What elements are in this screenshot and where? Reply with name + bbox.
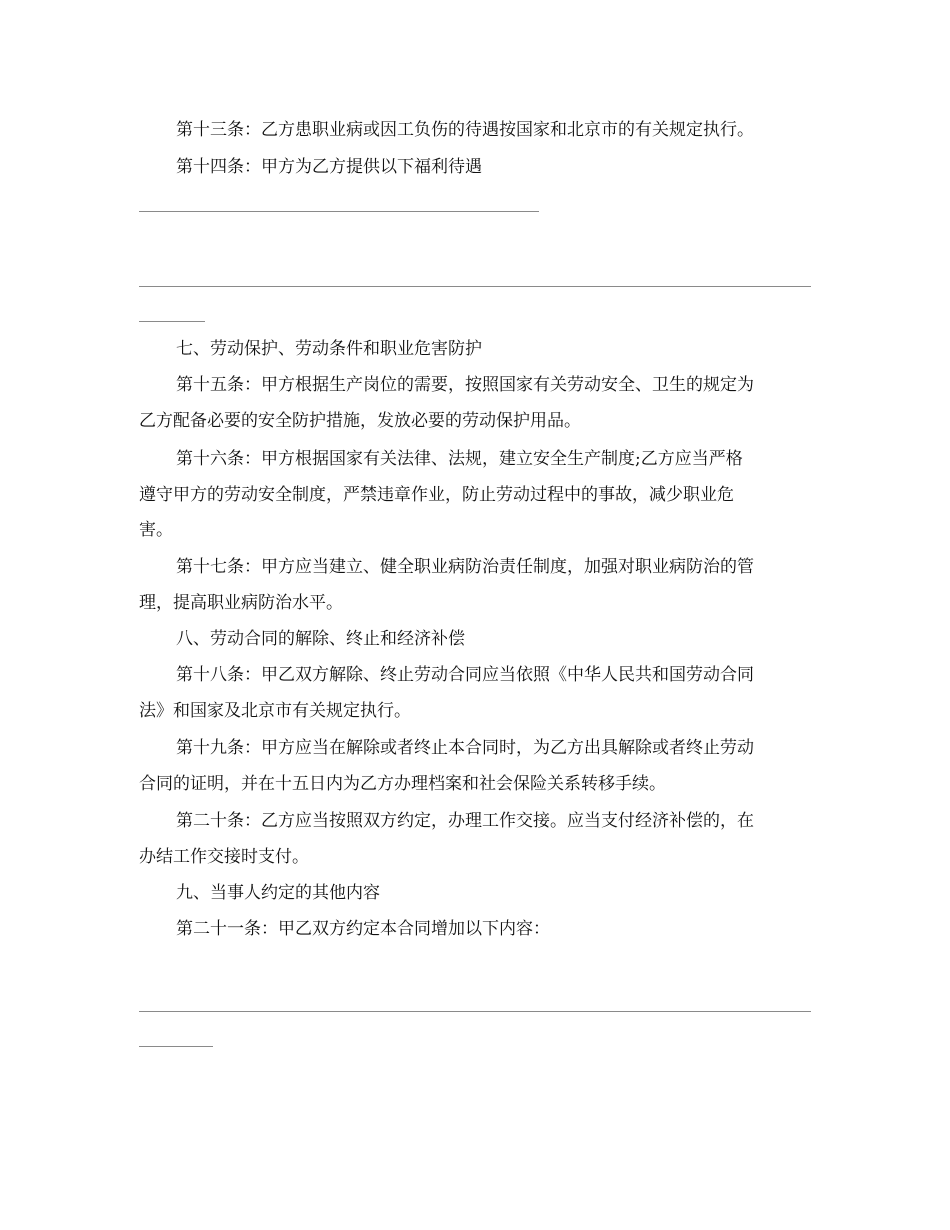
article-16-line-2: 遵守甲方的劳动安全制度，严禁违章作业，防止劳动过程中的事故，减少职业危	[139, 485, 734, 505]
section-7-heading: 七、劳动保护、劳动条件和职业危害防护	[176, 339, 482, 359]
article-17-line-1: 第十七条：甲方应当建立、健全职业病防治责任制度，加强对职业病防治的管	[176, 557, 754, 577]
article-20-line-1: 第二十条：乙方应当按照双方约定，办理工作交接。应当支付经济补偿的，在	[176, 811, 754, 831]
article-13: 第十三条：乙方患职业病或因工负伤的待遇按国家和北京市的有关规定执行。	[176, 120, 754, 140]
article-15-line-2: 乙方配备必要的安全防护措施，发放必要的劳动保护用品。	[139, 411, 581, 431]
article-18-line-2: 法》和国家及北京市有关规定执行。	[139, 701, 411, 721]
blank-fill-line-3	[139, 321, 205, 322]
article-15-line-1: 第十五条：甲方根据生产岗位的需要，按照国家有关劳动安全、卫生的规定为	[176, 375, 754, 395]
article-19-line-1: 第十九条：甲方应当在解除或者终止本合同时，为乙方出具解除或者终止劳动	[176, 738, 754, 758]
blank-fill-line-4	[139, 1011, 811, 1012]
article-19-line-2: 合同的证明，并在十五日内为乙方办理档案和社会保险关系转移手续。	[139, 774, 666, 794]
article-16-line-1: 第十六条：甲方根据国家有关法律、法规，建立安全生产制度;乙方应当严格	[176, 449, 743, 469]
article-18-line-1: 第十八条：甲乙双方解除、终止劳动合同应当依照《中华人民共和国劳动合同	[176, 665, 754, 685]
section-8-heading: 八、劳动合同的解除、终止和经济补偿	[176, 629, 465, 649]
blank-fill-line-5	[139, 1046, 213, 1047]
blank-fill-line-2	[139, 286, 811, 287]
blank-fill-line-1	[139, 211, 539, 212]
article-20-line-2: 办结工作交接时支付。	[139, 847, 309, 867]
article-17-line-2: 理，提高职业病防治水平。	[139, 593, 343, 613]
article-14: 第十四条：甲方为乙方提供以下福利待遇	[176, 157, 482, 177]
article-21: 第二十一条：甲乙双方约定本合同增加以下内容：	[176, 919, 550, 939]
section-9-heading: 九、当事人约定的其他内容	[176, 883, 380, 903]
article-16-line-3: 害。	[139, 520, 173, 540]
